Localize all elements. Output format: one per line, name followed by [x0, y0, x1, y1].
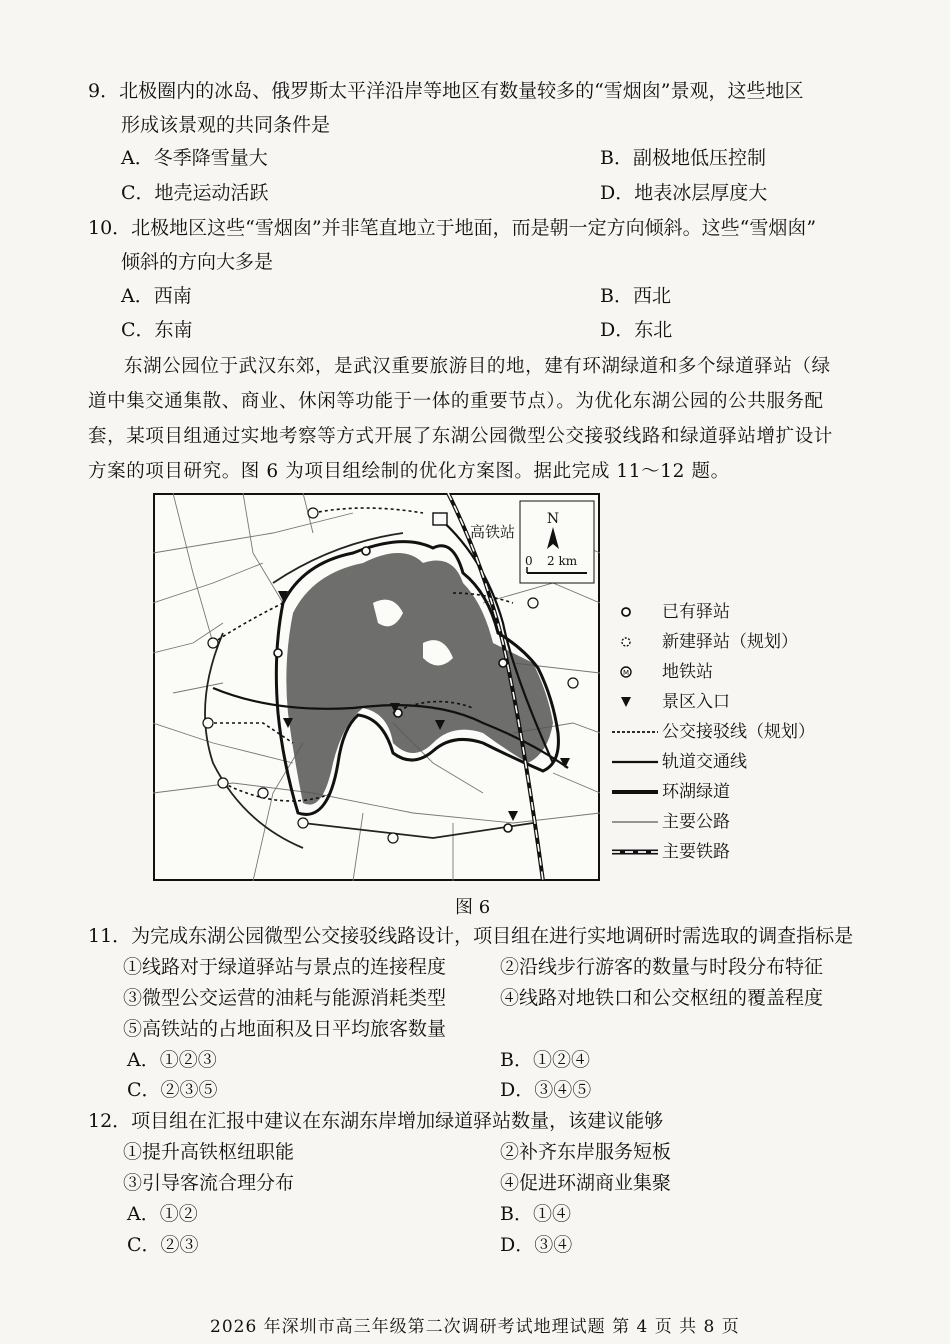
q9-option-a: A．冬季降雪量大	[121, 147, 268, 169]
road-icon	[612, 812, 660, 832]
q10-option-a: A．西南	[121, 285, 192, 307]
bus-line-icon	[612, 722, 660, 742]
q12-item-3: ③引导客流合理分布	[123, 1172, 295, 1194]
q12-option-a: A．①②	[127, 1203, 198, 1225]
q10-option-c: C．东南	[121, 319, 193, 341]
legend-metro: M 地铁站	[612, 660, 842, 684]
q11-item-1: ①线路对于绿道驿站与景点的连接程度	[123, 956, 447, 978]
q11-stem: 11．为完成东湖公园微型公交接驳线路设计，项目组在进行实地调研时需选取的调查指标是	[88, 925, 854, 947]
q11-item-5: ⑤高铁站的占地面积及日平均旅客数量	[123, 1018, 447, 1040]
q10-option-b: B．西北	[600, 285, 671, 307]
new-station-icon	[612, 632, 660, 652]
q11-item-2: ②沿线步行游客的数量与时段分布特征	[500, 956, 824, 978]
legend-existing-station: 已有驿站	[612, 600, 842, 624]
q11-option-d: D．③④⑤	[500, 1079, 592, 1101]
q9-option-b: B．副极地低压控制	[600, 147, 766, 169]
passage-line4: 方案的项目研究。图 6 为项目组绘制的优化方案图。据此完成 11～12 题。	[88, 461, 730, 482]
q11-item-3: ③微型公交运营的油耗与能源消耗类型	[123, 987, 447, 1009]
q10-stem-line1: 10．北极地区这些“雪烟囱”并非笔直地立于地面，而是朝一定方向倾斜。这些“雪烟囱”	[88, 217, 817, 239]
passage-line2: 道中集交通集散、商业、休闲等功能于一体的重要节点）。为优化东湖公园的公共服务配	[88, 391, 824, 412]
station-marker	[433, 513, 447, 525]
legend-railway: 主要铁路	[612, 840, 842, 864]
q10-option-d: D．东北	[600, 319, 673, 341]
existing-station-icon	[612, 602, 660, 622]
rail-transit-icon	[612, 752, 660, 772]
q12-item-2: ②补齐东岸服务短板	[500, 1141, 672, 1163]
passage-line1: 东湖公园位于武汉东郊，是武汉重要旅游目的地，建有环湖绿道和多个绿道驿站（绿	[124, 356, 831, 377]
metro-icon	[612, 662, 660, 682]
greenway-icon	[612, 782, 660, 802]
passage-line3: 套，某项目组通过实地考察等方式开展了东湖公园微型公交接驳线路和绿道驿站增扩设计	[88, 426, 833, 447]
scale-zero: 0	[525, 554, 533, 568]
legend-greenway: 环湖绿道	[612, 780, 842, 804]
q9-stem-line2: 形成该景观的共同条件是	[121, 114, 331, 136]
legend-bus-line: 公交接驳线（规划）	[612, 720, 842, 744]
q12-stem: 12．项目组在汇报中建议在东湖东岸增加绿道驿站数量，该建议能够	[88, 1110, 664, 1132]
figure-caption: 图 6	[455, 897, 491, 918]
q11-option-a: A．①②③	[127, 1049, 217, 1071]
svg-text:M: M	[622, 669, 630, 677]
north-label: N	[546, 511, 560, 527]
q11-option-b: B．①②④	[500, 1049, 590, 1071]
legend-new-station: 新建驿站（规划）	[612, 630, 842, 654]
entrance-icon	[612, 692, 660, 712]
q11-option-c: C．②③⑤	[127, 1079, 218, 1101]
legend-entrance: 景区入口	[612, 690, 842, 714]
q11-item-4: ④线路对地铁口和公交枢纽的覆盖程度	[500, 987, 824, 1009]
railway-icon	[612, 842, 660, 862]
scale-label: 2 km	[547, 554, 578, 568]
q9-stem-line1: 9．北极圈内的冰岛、俄罗斯太平洋沿岸等地区有数量较多的“雪烟囱”景观，这些地区	[88, 80, 804, 102]
q12-item-1: ①提升高铁枢纽职能	[123, 1141, 295, 1163]
q12-option-b: B．①④	[500, 1203, 571, 1225]
legend-road: 主要公路	[612, 810, 842, 834]
q12-item-4: ④促进环湖商业集聚	[500, 1172, 672, 1194]
east-lake-map	[153, 493, 600, 881]
q10-stem-line2: 倾斜的方向大多是	[121, 251, 274, 273]
q12-option-d: D．③④	[500, 1234, 573, 1256]
q9-option-d: D．地表冰层厚度大	[600, 182, 768, 204]
page-footer: 2026 年深圳市高三年级第二次调研考试地理试题 第 4 页 共 8 页	[210, 1317, 740, 1337]
legend-rail-transit: 轨道交通线	[612, 750, 842, 774]
station-label: 高铁站	[470, 523, 516, 541]
q12-option-c: C．②③	[127, 1234, 199, 1256]
q9-option-c: C．地壳运动活跃	[121, 182, 269, 204]
